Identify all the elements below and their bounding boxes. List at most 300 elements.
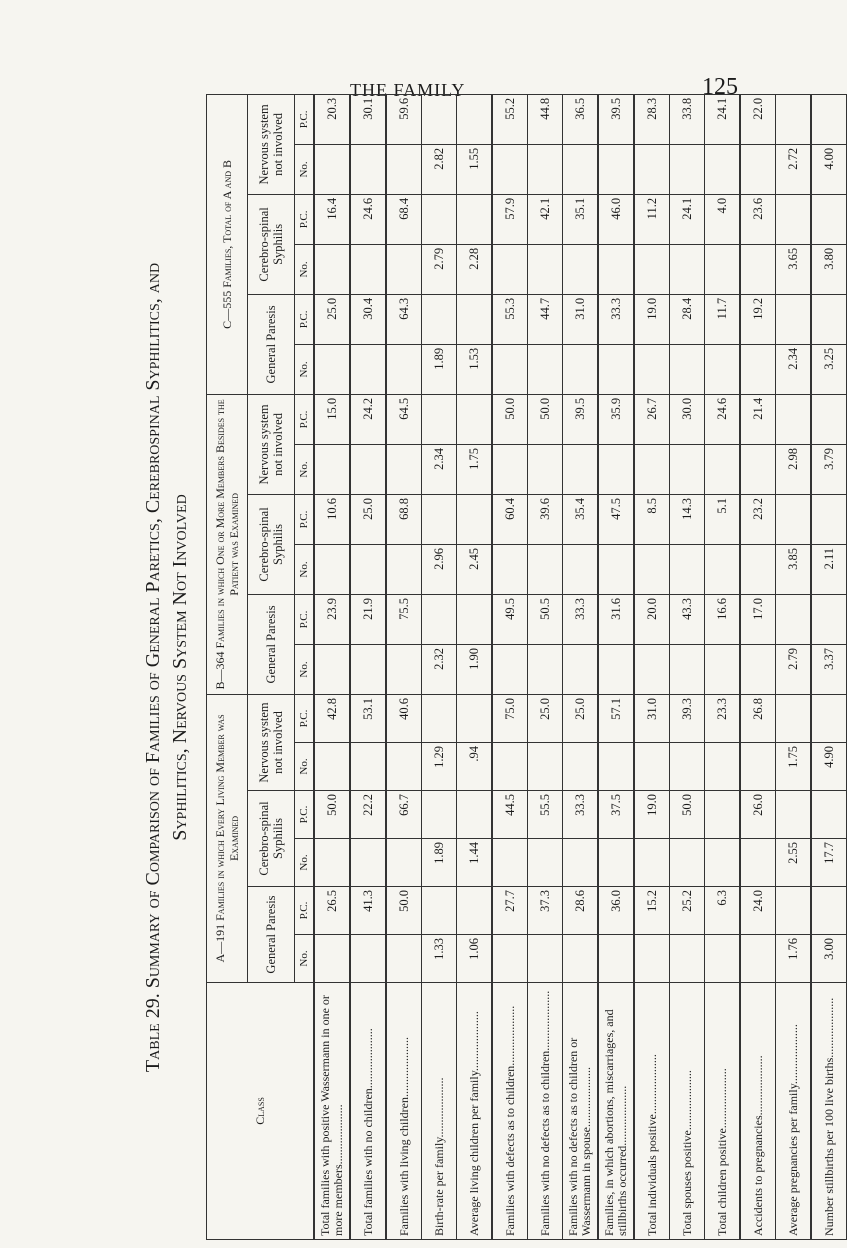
table-cell xyxy=(422,494,457,544)
table-cell xyxy=(314,839,350,887)
table-cell: 53.1 xyxy=(350,694,386,742)
table-cell: 30.1 xyxy=(350,94,386,144)
row-label: Families, in which abortions, miscarriages, and stillbirths occurred.................... xyxy=(598,983,634,1240)
number-column-header: No. xyxy=(295,344,315,394)
table-cell xyxy=(528,743,563,791)
table-cell xyxy=(634,344,670,394)
table-cell: 23.6 xyxy=(740,194,776,244)
table-cell: 4.00 xyxy=(811,144,847,194)
table-cell xyxy=(776,494,812,544)
table-cell xyxy=(314,644,350,694)
table-cell: 75.5 xyxy=(386,594,422,644)
table-cell: 50.5 xyxy=(528,594,563,644)
table-cell xyxy=(314,544,350,594)
table-cell: 24.2 xyxy=(350,394,386,444)
table-cell: 31.6 xyxy=(598,594,634,644)
row-label: Total families with positive Wassermann in one or more members.................... xyxy=(314,983,350,1240)
table-cell xyxy=(634,544,670,594)
table-row xyxy=(422,94,457,1239)
table-cell xyxy=(528,344,563,394)
table-cell xyxy=(705,244,741,294)
table-cell xyxy=(811,694,847,742)
table-cell: 31.0 xyxy=(563,294,599,344)
table-cell xyxy=(492,644,528,694)
table-cell: 10.6 xyxy=(314,494,350,544)
table-cell xyxy=(670,444,705,494)
table-cell: 33.3 xyxy=(563,594,599,644)
table-cell: 57.1 xyxy=(598,694,634,742)
group-a-cerebro-spinal-syphilis-header: Cerebro-spinal Syphilis xyxy=(248,791,295,887)
table-cell: 28.6 xyxy=(563,887,599,935)
table-cell: 55.5 xyxy=(528,791,563,839)
running-title: THE FAMILY xyxy=(350,80,466,100)
number-column-header: No. xyxy=(295,935,315,983)
table-cell: 46.0 xyxy=(598,194,634,244)
table-row xyxy=(528,94,563,1239)
table-cell xyxy=(563,644,599,694)
table-cell: 3.00 xyxy=(811,935,847,983)
table-cell: 3.37 xyxy=(811,644,847,694)
table-cell xyxy=(563,444,599,494)
table-cell: 44.8 xyxy=(528,94,563,144)
table-row xyxy=(386,94,422,1239)
table-cell: 2.45 xyxy=(457,544,493,594)
table-cell xyxy=(811,887,847,935)
table-cell xyxy=(705,743,741,791)
table-cell: 4.90 xyxy=(811,743,847,791)
table-cell xyxy=(492,544,528,594)
table-cell xyxy=(350,743,386,791)
table-cell xyxy=(598,444,634,494)
table-cell xyxy=(598,244,634,294)
table-row xyxy=(492,94,528,1239)
table-cell xyxy=(350,344,386,394)
table-cell xyxy=(528,644,563,694)
table-cell xyxy=(457,194,493,244)
table-cell: 55.2 xyxy=(492,94,528,144)
table-cell: 1.55 xyxy=(457,144,493,194)
table-cell xyxy=(492,743,528,791)
table-cell: 2.55 xyxy=(776,839,812,887)
table-row xyxy=(314,94,350,1239)
table-cell xyxy=(492,144,528,194)
table-cell: 20.0 xyxy=(634,594,670,644)
table-cell xyxy=(598,935,634,983)
row-label: Families with no defects as to children.................... xyxy=(528,983,563,1240)
table-cell xyxy=(811,394,847,444)
table-cell xyxy=(670,839,705,887)
table-cell xyxy=(670,935,705,983)
table-cell: 5.1 xyxy=(705,494,741,544)
table-cell: 26.5 xyxy=(314,887,350,935)
table-cell: 2.79 xyxy=(776,644,812,694)
rotated-table-container xyxy=(140,95,836,1240)
table-cell: 25.0 xyxy=(563,694,599,742)
table-cell: 39.5 xyxy=(598,94,634,144)
table-cell xyxy=(386,743,422,791)
table-cell: 25.0 xyxy=(528,694,563,742)
table-cell: 42.8 xyxy=(314,694,350,742)
table-cell xyxy=(457,791,493,839)
table-cell: 2.72 xyxy=(776,144,812,194)
table-cell: 25.0 xyxy=(314,294,350,344)
table-cell xyxy=(350,644,386,694)
table-cell xyxy=(422,94,457,144)
table-cell: 64.3 xyxy=(386,294,422,344)
table-cell: 30.0 xyxy=(670,394,705,444)
table-cell: 44.7 xyxy=(528,294,563,344)
table-cell: 37.3 xyxy=(528,887,563,935)
table-cell: 1.89 xyxy=(422,344,457,394)
table-cell xyxy=(705,644,741,694)
table-cell xyxy=(563,344,599,394)
table-cell: 26.7 xyxy=(634,394,670,444)
table-cell: 28.3 xyxy=(634,94,670,144)
table-cell xyxy=(776,394,812,444)
table-cell: 43.3 xyxy=(670,594,705,644)
table-cell: 19.2 xyxy=(740,294,776,344)
table-cell: 16.6 xyxy=(705,594,741,644)
table-cell: 50.0 xyxy=(528,394,563,444)
table-row xyxy=(811,94,847,1239)
number-column-header: No. xyxy=(295,244,315,294)
percent-column-header: P.C. xyxy=(295,294,315,344)
group-c-general-paresis-header: General Paresis xyxy=(248,294,295,394)
table-cell: 57.9 xyxy=(492,194,528,244)
page-header xyxy=(0,0,800,100)
table-cell: 33.8 xyxy=(670,94,705,144)
table-cell xyxy=(528,935,563,983)
table-cell: 19.0 xyxy=(634,791,670,839)
table-cell: 39.3 xyxy=(670,694,705,742)
number-column-header: No. xyxy=(295,644,315,694)
table-cell xyxy=(314,344,350,394)
table-cell xyxy=(563,244,599,294)
table-cell xyxy=(634,444,670,494)
number-column-header: No. xyxy=(295,839,315,887)
table-cell xyxy=(386,935,422,983)
table-row xyxy=(563,94,599,1239)
table-cell xyxy=(811,294,847,344)
table-cell xyxy=(422,194,457,244)
table-cell: 39.5 xyxy=(563,394,599,444)
table-cell xyxy=(598,743,634,791)
table-cell: 24.1 xyxy=(705,94,741,144)
table-cell: 75.0 xyxy=(492,694,528,742)
table-cell xyxy=(457,494,493,544)
table-cell: 15.0 xyxy=(314,394,350,444)
table-cell: 2.79 xyxy=(422,244,457,294)
table-cell xyxy=(740,544,776,594)
table-cell: 20.3 xyxy=(314,94,350,144)
table-cell: 1.75 xyxy=(457,444,493,494)
percent-column-header: P.C. xyxy=(295,94,315,144)
table-row xyxy=(705,94,741,1239)
table-cell: 35.4 xyxy=(563,494,599,544)
table-cell: 21.4 xyxy=(740,394,776,444)
table-cell: 24.0 xyxy=(740,887,776,935)
table-cell xyxy=(740,344,776,394)
table-row xyxy=(598,94,634,1239)
table-cell: 22.2 xyxy=(350,791,386,839)
table-cell xyxy=(598,544,634,594)
table-cell xyxy=(386,144,422,194)
table-cell xyxy=(563,743,599,791)
table-cell xyxy=(634,244,670,294)
table-cell xyxy=(740,839,776,887)
table-cell xyxy=(457,887,493,935)
table-cell: 39.6 xyxy=(528,494,563,544)
group-b-general-paresis-header: General Paresis xyxy=(248,594,295,694)
table-cell: 2.11 xyxy=(811,544,847,594)
table-cell xyxy=(811,594,847,644)
table-cell: 1.89 xyxy=(422,839,457,887)
table-cell xyxy=(457,394,493,444)
table-cell xyxy=(350,244,386,294)
table-cell xyxy=(563,144,599,194)
percent-column-header: P.C. xyxy=(295,791,315,839)
table-cell xyxy=(314,144,350,194)
table-cell: 1.53 xyxy=(457,344,493,394)
table-cell: 41.3 xyxy=(350,887,386,935)
table-cell xyxy=(670,743,705,791)
table-cell: 64.5 xyxy=(386,394,422,444)
table-cell: 8.5 xyxy=(634,494,670,544)
table-cell xyxy=(386,839,422,887)
table-cell: 1.29 xyxy=(422,743,457,791)
group-a-general-paresis-header: General Paresis xyxy=(248,887,295,983)
table-cell: 2.82 xyxy=(422,144,457,194)
table-row xyxy=(740,94,776,1239)
row-label: Families with no defects as to children or Wassermann in spouse.................... xyxy=(563,983,599,1240)
table-caption xyxy=(140,95,202,1240)
table-cell xyxy=(598,144,634,194)
table-cell: 21.9 xyxy=(350,594,386,644)
table-cell xyxy=(670,344,705,394)
table-cell: 28.4 xyxy=(670,294,705,344)
table-cell xyxy=(422,294,457,344)
table-cell xyxy=(634,644,670,694)
table-row xyxy=(457,94,493,1239)
table-cell: 6.3 xyxy=(705,887,741,935)
table-cell: 3.25 xyxy=(811,344,847,394)
row-label: Number stillbirths per 100 live births.................... xyxy=(811,983,847,1240)
group-b-header: B—364 Families in which One or More Members Besides the Patient was Examined xyxy=(207,394,248,694)
table-cell xyxy=(422,694,457,742)
group-a-header: A—191 Families in which Every Living Member was Examined xyxy=(207,694,248,982)
table-cell xyxy=(670,244,705,294)
table-cell: 68.4 xyxy=(386,194,422,244)
table-cell xyxy=(811,791,847,839)
row-label: Total spouses positive.................... xyxy=(670,983,705,1240)
table-cell xyxy=(457,594,493,644)
table-cell xyxy=(705,144,741,194)
table-cell: 25.0 xyxy=(350,494,386,544)
table-cell xyxy=(705,544,741,594)
summary-table xyxy=(206,94,847,1240)
row-label: Birth-rate per family.................... xyxy=(422,983,457,1240)
table-cell: 37.5 xyxy=(598,791,634,839)
table-cell: 4.0 xyxy=(705,194,741,244)
table-cell xyxy=(740,644,776,694)
group-a-nervous-system-not-involved-header: Nervous system not involved xyxy=(248,694,295,790)
table-cell xyxy=(740,743,776,791)
group-c-header: C—555 Families, Total of A and B xyxy=(207,94,248,394)
table-cell xyxy=(705,791,741,839)
row-label: Average pregnancies per family.................... xyxy=(776,983,812,1240)
table-row xyxy=(634,94,670,1239)
table-cell xyxy=(492,344,528,394)
group-c-cerebro-spinal-syphilis-header: Cerebro-spinal Syphilis xyxy=(248,194,295,294)
table-cell: 1.44 xyxy=(457,839,493,887)
table-cell xyxy=(740,444,776,494)
number-column-header: No. xyxy=(295,544,315,594)
table-cell xyxy=(386,544,422,594)
table-cell: 11.7 xyxy=(705,294,741,344)
table-cell xyxy=(740,244,776,294)
table-cell xyxy=(740,935,776,983)
caption-line-2: Syphilitics, Nervous System Not Involved xyxy=(169,494,191,841)
table-cell xyxy=(598,344,634,394)
group-b-nervous-system-not-involved-header: Nervous system not involved xyxy=(248,394,295,494)
table-cell xyxy=(776,694,812,742)
percent-column-header: P.C. xyxy=(295,194,315,244)
table-cell xyxy=(528,144,563,194)
table-cell xyxy=(776,594,812,644)
number-column-header: No. xyxy=(295,144,315,194)
table-cell xyxy=(670,644,705,694)
table-cell xyxy=(492,444,528,494)
table-cell xyxy=(350,544,386,594)
table-row xyxy=(350,94,386,1239)
table-cell: 59.6 xyxy=(386,94,422,144)
table-cell xyxy=(528,444,563,494)
table-cell: 2.96 xyxy=(422,544,457,594)
caption-line-1: Table 29. Summary of Comparison of Families of General Paretics, Cerebrospinal Syphilitics, and xyxy=(142,262,164,1073)
table-cell xyxy=(776,94,812,144)
table-cell xyxy=(598,839,634,887)
table-cell: 66.7 xyxy=(386,791,422,839)
row-label: Average living children per family.................... xyxy=(457,983,493,1240)
table-cell xyxy=(634,144,670,194)
row-label: Total families with no children.................... xyxy=(350,983,386,1240)
percent-column-header: P.C. xyxy=(295,694,315,742)
table-cell: 40.6 xyxy=(386,694,422,742)
table-cell: 25.2 xyxy=(670,887,705,935)
percent-column-header: P.C. xyxy=(295,887,315,935)
group-b-cerebro-spinal-syphilis-header: Cerebro-spinal Syphilis xyxy=(248,494,295,594)
table-cell xyxy=(314,935,350,983)
table-row xyxy=(670,94,705,1239)
table-cell: 50.0 xyxy=(670,791,705,839)
table-cell xyxy=(705,839,741,887)
table-cell: 16.4 xyxy=(314,194,350,244)
table-cell xyxy=(811,494,847,544)
table-cell: 42.1 xyxy=(528,194,563,244)
table-row xyxy=(776,94,812,1239)
table-cell: 1.76 xyxy=(776,935,812,983)
table-cell: 24.6 xyxy=(350,194,386,244)
table-cell: 31.0 xyxy=(634,694,670,742)
table-cell xyxy=(634,743,670,791)
table-cell: 2.28 xyxy=(457,244,493,294)
table-cell xyxy=(314,743,350,791)
table-cell xyxy=(528,839,563,887)
table-cell xyxy=(528,544,563,594)
table-cell: 36.5 xyxy=(563,94,599,144)
table-cell: 15.2 xyxy=(634,887,670,935)
table-cell xyxy=(422,394,457,444)
row-label: Total children positive.................... xyxy=(705,983,741,1240)
table-cell xyxy=(457,294,493,344)
table-cell: 27.7 xyxy=(492,887,528,935)
table-cell xyxy=(422,594,457,644)
table-cell: 14.3 xyxy=(670,494,705,544)
table-cell: 24.1 xyxy=(670,194,705,244)
table-cell: 23.9 xyxy=(314,594,350,644)
table-cell xyxy=(811,94,847,144)
table-cell xyxy=(528,244,563,294)
table-cell xyxy=(492,935,528,983)
table-cell xyxy=(563,935,599,983)
table-cell xyxy=(563,544,599,594)
percent-column-header: P.C. xyxy=(295,494,315,544)
table-cell: 44.5 xyxy=(492,791,528,839)
table-cell: 22.0 xyxy=(740,94,776,144)
table-cell: 50.0 xyxy=(314,791,350,839)
percent-column-header: P.C. xyxy=(295,594,315,644)
table-cell xyxy=(386,444,422,494)
group-c-nervous-system-not-involved-header: Nervous system not involved xyxy=(248,94,295,194)
table-cell xyxy=(705,935,741,983)
table-cell: 1.06 xyxy=(457,935,493,983)
table-cell xyxy=(457,694,493,742)
table-cell: 1.33 xyxy=(422,935,457,983)
table-cell: 26.8 xyxy=(740,694,776,742)
table-cell: 3.65 xyxy=(776,244,812,294)
class-header: Class xyxy=(207,983,315,1240)
table-cell xyxy=(350,444,386,494)
table-cell: 60.4 xyxy=(492,494,528,544)
table-cell xyxy=(492,839,528,887)
table-cell: 26.0 xyxy=(740,791,776,839)
table-cell xyxy=(670,144,705,194)
table-cell xyxy=(386,644,422,694)
table-cell: 23.2 xyxy=(740,494,776,544)
table-cell: 23.3 xyxy=(705,694,741,742)
table-cell: 49.5 xyxy=(492,594,528,644)
table-cell xyxy=(457,94,493,144)
table-cell xyxy=(705,444,741,494)
table-cell xyxy=(350,144,386,194)
table-cell: 35.9 xyxy=(598,394,634,444)
table-cell xyxy=(634,839,670,887)
table-cell: 24.6 xyxy=(705,394,741,444)
row-label: Families with living children.................... xyxy=(386,983,422,1240)
table-cell: 68.8 xyxy=(386,494,422,544)
table-cell: 3.80 xyxy=(811,244,847,294)
table-cell xyxy=(422,791,457,839)
row-label: Accidents to pregnancies.................... xyxy=(740,983,776,1240)
table-cell: 3.79 xyxy=(811,444,847,494)
table-cell: 2.98 xyxy=(776,444,812,494)
table-cell: 50.0 xyxy=(492,394,528,444)
table-cell: 2.34 xyxy=(776,344,812,394)
table-cell: 2.34 xyxy=(422,444,457,494)
table-cell xyxy=(314,244,350,294)
table-cell: 1.75 xyxy=(776,743,812,791)
table-cell: 36.0 xyxy=(598,887,634,935)
